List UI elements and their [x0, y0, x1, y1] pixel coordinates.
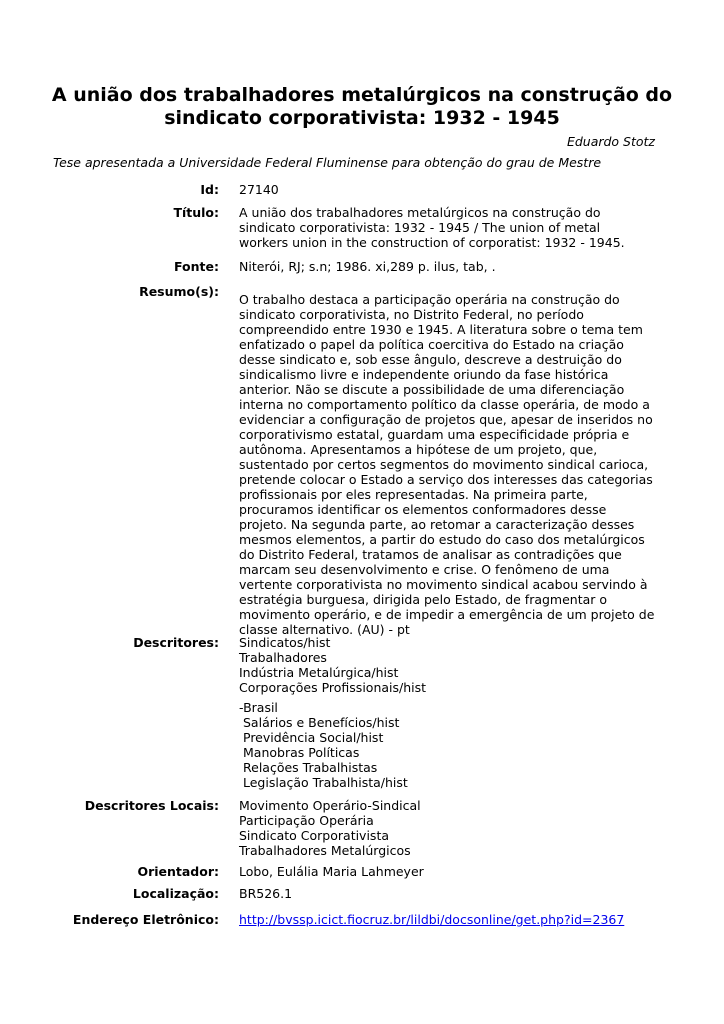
resumo-line: corporativismo estatal, guardam uma especificidade própria e [239, 427, 630, 442]
document-link[interactable]: http://bvssp.icict.fiocruz.br/lildbi/docsonline/get.php?id=2367 [239, 912, 625, 927]
resumo-line: O trabalho destaca a participação operária na construção do [239, 292, 620, 307]
field-value-fonte: Niterói, RJ; s.n; 1986. xi,289 p. ilus, tab, . [239, 259, 496, 274]
resumo-line: marcam seu desenvolvimento e crise. O fenômeno de uma [239, 562, 610, 577]
field-value-localizacao: BR526.1 [239, 886, 293, 901]
resumo-line: enfatizado o papel da política coercitiva do Estado na criação [239, 337, 624, 352]
descritor-local-item: Participação Operária [239, 813, 374, 828]
descritor-item: Legislação Trabalhista/hist [243, 775, 408, 790]
field-value-orientador: Lobo, Eulália Maria Lahmeyer [239, 864, 424, 879]
resumo-line: procuramos identificar os elementos conformadores desse [239, 502, 607, 517]
descritor-item: Indústria Metalúrgica/hist [239, 665, 399, 680]
resumo-line: mesmos elementos, a partir do estudo do caso dos metalúrgicos [239, 532, 645, 547]
resumo-line: do Distrito Federal, tratamos de analisar as contradições que [239, 547, 622, 562]
title-line: sindicato corporativista: 1932 - 1945 [164, 107, 560, 129]
author-name: Eduardo Stotz [566, 134, 655, 149]
field-label: Fonte: [174, 259, 219, 274]
descritor-local-item: Movimento Operário-Sindical [239, 798, 421, 813]
resumo-line: sindicalismo livre e independente oriundo da fase histórica [239, 367, 609, 382]
field-label: Descritores: [133, 635, 219, 650]
titulo-line: workers union in the construction of corporatist: 1932 - 1945. [239, 235, 625, 250]
resumo-line: sustentado por certos segmentos do movimento sindical carioca, [239, 457, 649, 472]
descritor-item: Corporações Profissionais/hist [239, 680, 427, 695]
descritor-item: Sindicatos/hist [239, 635, 331, 650]
resumo-line: movimento operário, e de impedir a emergência de um projeto de [239, 607, 655, 622]
field-label: Resumo(s): [139, 284, 219, 299]
resumo-line: compreendido entre 1930 e 1945. A literatura sobre o tema tem [239, 322, 643, 337]
field-value-id: 27140 [239, 182, 279, 197]
field-label: Título: [173, 205, 219, 220]
resumo-line: autônoma. Apresentamos a hipótese de um projeto, que, [239, 442, 598, 457]
descritor-local-item: Sindicato Corporativista [239, 828, 390, 843]
descritor-group-head: -Brasil [239, 700, 278, 715]
field-value-resumo [239, 292, 659, 637]
resumo-line: interna no comportamento político da classe operária, de modo a [239, 397, 650, 412]
resumo-line: projeto. Na segunda parte, ao retomar a caracterização desses [239, 517, 635, 532]
resumo-line: estratégia burguesa, dirigida pelo Estado, de fragmentar o [239, 592, 608, 607]
field-label: Orientador: [137, 864, 219, 879]
field-value-descritores [239, 635, 659, 790]
field-label: Descritores Locais: [84, 798, 219, 813]
descritor-item: Manobras Políticas [243, 745, 360, 760]
resumo-line: anterior. Não se discute a possibilidade de uma diferenciação [239, 382, 625, 397]
page-title [40, 84, 684, 130]
titulo-line: sindicato corporativista: 1932 - 1945 / The union of metal [239, 220, 601, 235]
descritor-item: Relações Trabalhistas [243, 760, 378, 775]
resumo-line: vertente corporativista no movimento sindical acabou servindo à [239, 577, 648, 592]
resumo-line: evidenciar a configuração de projetos que, apesar de inseridos no [239, 412, 653, 427]
title-line: A união dos trabalhadores metalúrgicos na construção do [51, 84, 673, 106]
field-label: Localização: [132, 886, 219, 901]
field-value-endereco [239, 912, 659, 927]
resumo-line: desse sindicato e, sob esse ângulo, descreve a destruição do [239, 352, 622, 367]
descritor-item: Salários e Benefícios/hist [243, 715, 400, 730]
descritor-local-item: Trabalhadores Metalúrgicos [239, 843, 411, 858]
descritor-item: Previdência Social/hist [243, 730, 384, 745]
field-value-descritores-locais [239, 798, 659, 858]
thesis-note: Tese apresentada a Universidade Federal Fluminense para obtenção do grau de Mestre [53, 155, 602, 170]
field-label: Endereço Eletrônico: [72, 912, 219, 927]
field-value-titulo [239, 205, 659, 250]
resumo-line: classe alternativo. (AU) - pt [239, 622, 410, 637]
descritor-item: Trabalhadores [239, 650, 327, 665]
resumo-line: sindicato corporativista, no Distrito Federal, no período [239, 307, 584, 322]
resumo-line: profissionais por eles representadas. Na primeira parte, [239, 487, 588, 502]
field-label: Id: [200, 182, 219, 197]
titulo-line: A união dos trabalhadores metalúrgicos na construção do [239, 205, 601, 220]
resumo-line: pretende colocar o Estado a serviço dos interesses das categorias [239, 472, 653, 487]
